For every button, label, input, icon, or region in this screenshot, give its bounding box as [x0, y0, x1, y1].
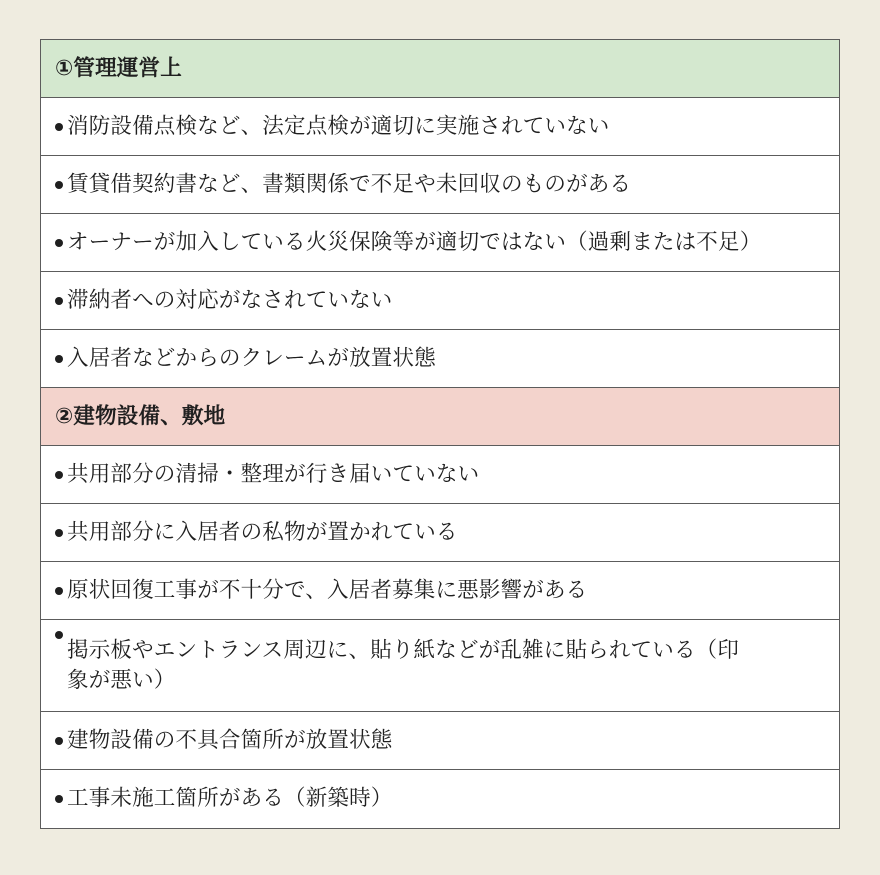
- bullet-icon: [55, 587, 63, 595]
- section-header-building: [41, 388, 839, 446]
- list-item: [41, 98, 839, 156]
- list-item: [41, 272, 839, 330]
- list-item: [41, 214, 839, 272]
- section-title: ①管理運営上: [55, 55, 182, 81]
- list-item: [41, 156, 839, 214]
- bullet-icon: [55, 181, 63, 189]
- bullet-icon: [55, 795, 63, 803]
- list-item-text: 原状回復工事が不十分で、入居者募集に悪影響がある: [67, 577, 588, 603]
- list-item: [41, 562, 839, 620]
- list-item-text: 消防設備点検など、法定点検が適切に実施されていない: [67, 113, 610, 139]
- list-item-text: オーナーが加入している火災保険等が適切ではない（過剰または不足）: [67, 229, 762, 255]
- bullet-icon: [55, 355, 63, 363]
- list-item: [41, 446, 839, 504]
- section-title: ②建物設備、敷地: [55, 403, 226, 429]
- list-item-text: 建物設備の不具合箇所が放置状態: [67, 727, 393, 753]
- bullet-icon: [55, 239, 63, 247]
- bullet-icon: [55, 529, 63, 537]
- list-item-text: 入居者などからのクレームが放置状態: [67, 345, 436, 371]
- list-item-text: 掲示板やエントランス周辺に、貼り紙などが乱雑に貼られている（印象が悪い）: [67, 637, 740, 693]
- bullet-icon: [55, 297, 63, 305]
- bullet-icon: [55, 631, 63, 639]
- list-item: [41, 712, 839, 770]
- section-header-management: [41, 40, 839, 98]
- list-item-text: 共用部分の清掃・整理が行き届いていない: [67, 461, 480, 487]
- list-item-text: 滞納者への対応がなされていない: [67, 287, 393, 313]
- list-item: [41, 330, 839, 388]
- bullet-icon: [55, 737, 63, 745]
- list-item: [41, 504, 839, 562]
- checklist-table: [40, 39, 840, 829]
- list-item: [41, 620, 839, 712]
- bullet-icon: [55, 123, 63, 131]
- list-item-text: 工事未施工箇所がある（新築時）: [67, 786, 393, 811]
- list-item-text: 賃貸借契約書など、書類関係で不足や未回収のものがある: [67, 171, 632, 197]
- list-item-text: 共用部分に入居者の私物が置かれている: [67, 519, 458, 545]
- bullet-icon: [55, 471, 63, 479]
- list-item: [41, 770, 839, 828]
